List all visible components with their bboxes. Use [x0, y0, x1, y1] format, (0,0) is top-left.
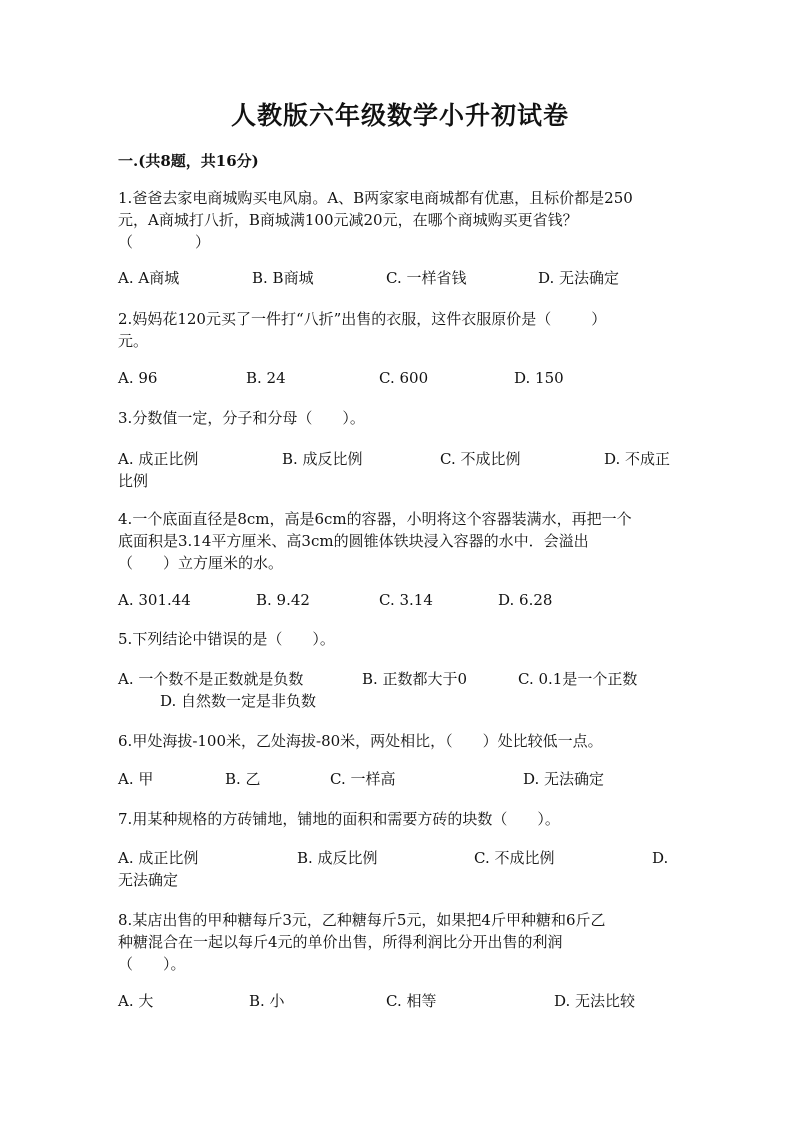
options-q2 [118, 367, 674, 411]
question-line: 元。 [118, 332, 149, 350]
question-text: 某店出售的甲种糖每斤3元，乙种糖每斤5元，如果把4斤甲种糖和6斤乙 [132, 911, 606, 929]
options-q5 [118, 668, 674, 712]
question-number: 5. [118, 630, 133, 648]
option-c: C. 3.14 [379, 591, 433, 609]
question-line [118, 231, 674, 253]
paren-close: ） [591, 310, 607, 328]
question-number: 7. [118, 810, 133, 828]
option-a: A. 96 [118, 369, 158, 387]
question-text: 甲处海拔-100米，乙处海拔-80米，两处相比，（ ）处比较低一点。 [132, 732, 603, 750]
option-d-wrap: 无法确定 [118, 871, 179, 889]
question-line: 底面积是3.14平方厘米、高3cm的圆锥体铁块浸入容器的水中．会溢出 [118, 532, 589, 550]
option-c: C. 一样高 [330, 770, 396, 788]
question-line [118, 308, 674, 330]
option-b: B. 乙 [225, 770, 261, 788]
option-a: A. 成正比例 [118, 450, 199, 468]
options-q3 [118, 448, 674, 492]
question-text: 分数值一定，分子和分母（ ）。 [132, 409, 365, 427]
question-line: 元，A商城打八折，B商城满100元减20元，在哪个商城购买更省钱？ [118, 211, 578, 229]
option-b: B. B商城 [252, 269, 314, 287]
question-number: 8. [118, 911, 133, 929]
option-c: C. 0.1是一个正数 [518, 670, 638, 688]
option-d: D. 6.28 [498, 591, 553, 609]
option-c: C. 600 [379, 369, 429, 387]
option-b: B. 成反比例 [282, 450, 363, 468]
question-3 [118, 407, 674, 429]
question-number: 6. [118, 732, 133, 750]
option-b: B. 正数都大于0 [362, 670, 468, 688]
option-d: D. 无法比较 [554, 992, 636, 1010]
option-d: D. 无法确定 [523, 770, 605, 788]
option-a: A. 301.44 [118, 591, 191, 609]
option-a: A. A商城 [118, 269, 180, 287]
option-a: A. 一个数不是正数就是负数 [118, 670, 304, 688]
option-b: B. 24 [246, 369, 286, 387]
option-c: C. 相等 [386, 992, 437, 1010]
option-d-wrap: 比例 [118, 472, 149, 490]
options-q7 [118, 847, 674, 891]
option-a: A. 大 [118, 992, 154, 1010]
option-b: B. 9.42 [256, 591, 310, 609]
question-number: 3. [118, 409, 133, 427]
option-a: A. 成正比例 [118, 849, 199, 867]
option-a: A. 甲 [118, 770, 154, 788]
question-line [118, 808, 674, 830]
question-4 [118, 508, 674, 574]
question-line [118, 730, 674, 752]
question-5 [118, 628, 674, 650]
option-c: C. 不成比例 [440, 450, 521, 468]
question-8 [118, 909, 674, 975]
option-d: D. 自然数一定是非负数 [160, 692, 317, 710]
option-c: C. 一样省钱 [386, 269, 467, 287]
options-q8 [118, 990, 674, 1034]
question-line: 种糖混合在一起以每斤4元的单价出售，所得利润比分开出售的利润 [118, 933, 563, 951]
question-line: （ ）。 [118, 955, 186, 973]
question-2 [118, 308, 674, 352]
question-number: 4. [118, 510, 133, 528]
options-q1 [118, 267, 674, 311]
paren-open: （ [118, 233, 134, 251]
options-q6 [118, 768, 674, 812]
question-7 [118, 808, 674, 830]
options-q4 [118, 589, 674, 633]
question-text: 一个底面直径是8cm，高是6cm的容器，小明将这个容器装满水，再把一个 [132, 510, 632, 528]
section-heading: 一.(共8题，共16分) [118, 152, 259, 170]
question-number: 2. [118, 310, 133, 328]
question-text: 用某种规格的方砖铺地，铺地的面积和需要方砖的块数（ ）。 [132, 810, 560, 828]
question-line [118, 909, 674, 931]
question-1 [118, 187, 674, 253]
option-d: D. [652, 849, 669, 867]
question-number: 1. [118, 189, 133, 207]
option-d: D. 不成正 [604, 450, 671, 468]
question-6 [118, 730, 674, 752]
question-text: 爸爸去家电商城购买电风扇。A、B两家家电商城都有优惠，且标价都是250 [132, 189, 633, 207]
option-b: B. 成反比例 [297, 849, 378, 867]
option-d: D. 无法确定 [538, 269, 620, 287]
question-line [118, 628, 674, 650]
question-text: 下列结论中错误的是（ ）。 [132, 630, 335, 648]
question-line: （ ）立方厘米的水。 [118, 554, 284, 572]
option-c: C. 不成比例 [474, 849, 555, 867]
option-d: D. 150 [514, 369, 564, 387]
page-title: 人教版六年级数学小升初试卷 [230, 101, 569, 130]
question-line [118, 508, 674, 530]
paren-close: ） [195, 233, 211, 251]
option-b: B. 小 [249, 992, 285, 1010]
question-line [118, 407, 674, 429]
question-text: 妈妈花120元买了一件打“八折”出售的衣服，这件衣服原价是（ [132, 310, 552, 328]
question-line [118, 187, 674, 209]
